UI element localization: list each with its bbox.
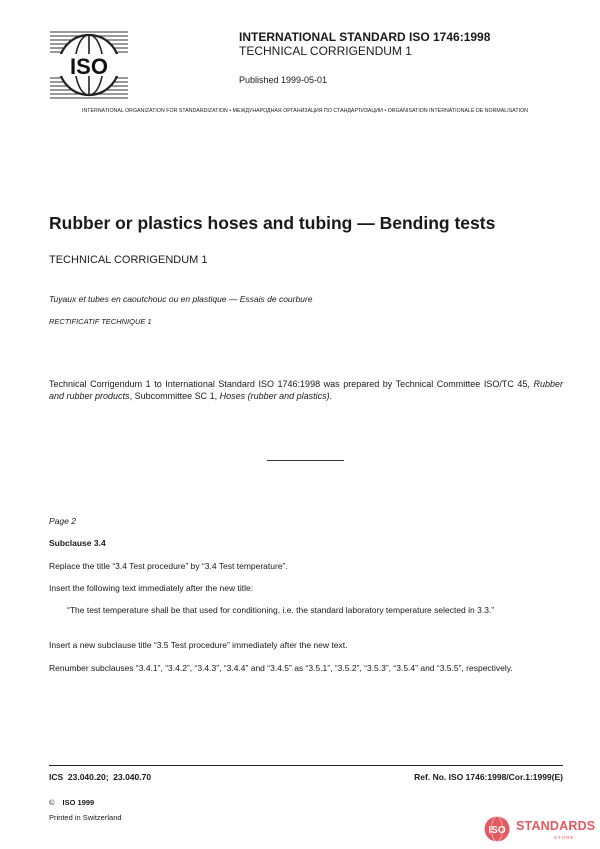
instruction-paragraph: Renumber subclauses “3.4.1”, “3.4.2”, “3.4.3”, “3.4.4” and “3.4.5” as “3.5.1”, “3.5.2”, “3.5.3”, “3.5.4” and “3.5.5”, respectively. xyxy=(49,663,513,673)
section-divider xyxy=(267,460,344,461)
published-date: Published 1999-05-01 xyxy=(239,75,328,85)
document-title: Rubber or plastics hoses and tubing — Bending tests xyxy=(49,213,496,233)
intro-text: . xyxy=(329,391,333,401)
subclause-heading: Subclause 3.4 xyxy=(49,538,106,548)
quoted-text: “The test temperature shall be that used for conditioning, i.e. the standard laboratory temperature selected in 3.3.” xyxy=(67,605,495,615)
instruction-paragraph: Insert a new subclause title “3.5 Test procedure” immediately after the new text. xyxy=(49,640,348,650)
organization-line: INTERNATIONAL ORGANIZATION FOR STANDARDIZATION • МЕЖДУНАРОДНАЯ ОРГАНИЗАЦИЯ ПО СТАНДАРТИЗАЦИИ • ORGANISATION INTERNATIONALE DE NORMALISATION xyxy=(82,108,528,114)
copyright xyxy=(49,798,94,807)
iso-badge-icon xyxy=(482,815,512,843)
instruction-paragraph: Insert the following text immediately after the new title: xyxy=(49,583,254,593)
committee-name: Rubber and rubber products xyxy=(49,379,563,401)
french-subtitle: RECTIFICATIF TECHNIQUE 1 xyxy=(49,317,152,326)
footer-rule xyxy=(49,765,563,766)
svg-text:ISO: ISO xyxy=(70,54,108,79)
intro-paragraph xyxy=(49,378,563,402)
ics-code: ICS 23.040.20; 23.040.70 xyxy=(49,772,152,782)
iso-logo xyxy=(50,28,128,102)
instruction-paragraph: Replace the title “3.4 Test procedure” by “3.4 Test temperature”. xyxy=(49,561,288,571)
page-reference: Page 2 xyxy=(49,516,76,526)
document-subtitle: TECHNICAL CORRIGENDUM 1 xyxy=(49,254,208,266)
printed-location: Printed in Switzerland xyxy=(49,813,122,822)
french-title: Tuyaux et tubes en caoutchouc ou en plastique — Essais de courbure xyxy=(49,294,313,304)
standards-store-watermark xyxy=(482,815,596,843)
copyright-symbol: © xyxy=(49,798,55,807)
watermark-subtext: STORE xyxy=(554,835,575,840)
standard-title: INTERNATIONAL STANDARD ISO 1746:1998 xyxy=(239,30,491,44)
watermark-text: STANDARDS xyxy=(516,819,596,833)
copyright-year: ISO 1999 xyxy=(62,798,95,807)
svg-text:ISO: ISO xyxy=(488,825,506,836)
reference-number: Ref. No. ISO 1746:1998/Cor.1:1999(E) xyxy=(414,772,563,782)
subcommittee-name: Hoses (rubber and plastics) xyxy=(219,391,330,401)
intro-text: Technical Corrigendum 1 to International Standard ISO 1746:1998 was prepared by Technical Committee ISO/TC 45, xyxy=(49,379,534,389)
corrigendum-label: TECHNICAL CORRIGENDUM 1 xyxy=(239,44,412,58)
intro-text: , Subcommittee SC 1, xyxy=(129,391,220,401)
